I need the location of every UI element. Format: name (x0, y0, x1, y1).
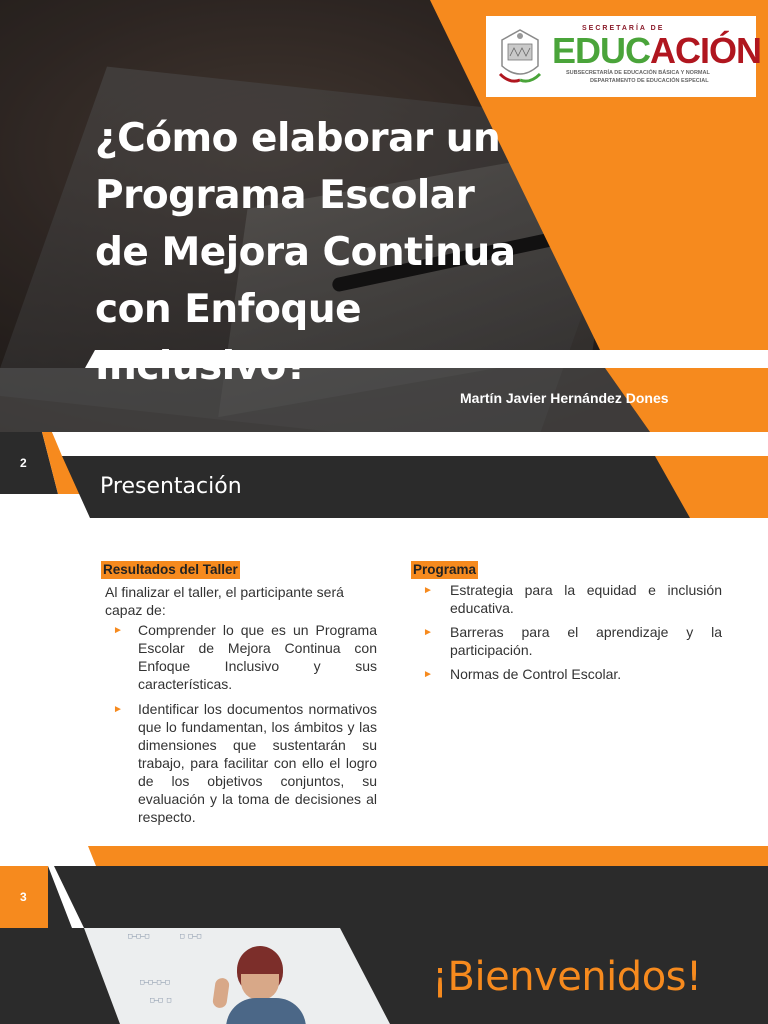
results-column (101, 560, 377, 833)
list-item-text: Identificar los documentos normativos que lo fundamentan, los ámbitos y las dimensiones que sustentarán su trabajo, para facilitar con ello el logro de los objetivos conjuntos, su evaluación y la toma de decisiones al respecto. (138, 701, 377, 825)
logo-top-text: SECRETARÍA DE (582, 25, 665, 32)
slide-number: 3 (20, 890, 27, 904)
whiteboard-scribble: □—□—□—□ (140, 978, 170, 986)
logo-main-part1: EDUC (552, 30, 651, 71)
whiteboard-scribble: □ □—□ (180, 932, 202, 940)
program-list (411, 581, 722, 683)
list-item (101, 621, 377, 693)
logo-main-part2: ACIÓN (650, 30, 762, 71)
list-item (411, 623, 722, 659)
list-item (101, 700, 377, 826)
title-slide (0, 0, 768, 432)
section-title: Presentación (100, 474, 242, 499)
whiteboard-photo (0, 866, 768, 1024)
state-seal-icon (498, 26, 542, 86)
list-item-text: Comprender lo que es un Programa Escolar de Mejora Continua con Enfoque Inclusivo y sus características. (138, 622, 377, 692)
presentation-slide (0, 432, 768, 866)
results-intro: Al finalizar el taller, el participante será capaz de: (105, 584, 344, 618)
list-item-text: Normas de Control Escolar. (450, 666, 622, 682)
arrow-right-icon: ► (423, 669, 433, 680)
author-name: Martín Javier Hernández Dones (460, 390, 669, 406)
list-item-text: Estrategia para la equidad e inclusión educativa. (450, 582, 722, 616)
list-item-text: Barreras para el aprendizaje y la participación. (450, 624, 722, 658)
welcome-slide (0, 866, 768, 1024)
logo-subtitle-1: SUBSECRETARÍA DE EDUCACIÓN BÁSICA Y NORMAL (566, 70, 710, 76)
welcome-title: ¡Bienvenidos! (432, 954, 702, 1000)
whiteboard-scribble: □—□—□ (128, 932, 150, 940)
education-logo (486, 16, 762, 97)
results-list (101, 621, 377, 826)
list-item (411, 665, 722, 683)
logo-subtitle-2: DEPARTAMENTO DE EDUCACIÓN ESPECIAL (590, 78, 709, 84)
list-item (411, 581, 722, 617)
whiteboard-scribble: □—□ □ (150, 996, 172, 1004)
results-heading: Resultados del Taller (103, 562, 238, 577)
program-heading: Programa (413, 562, 477, 577)
arrow-right-icon: ► (423, 627, 433, 638)
slide-title: ¿Cómo elaborar un Programa Escolar de Mejora Continua con Enfoque Inclusivo? (95, 116, 516, 389)
arrow-right-icon: ► (423, 585, 433, 596)
logo-main-text (552, 30, 761, 72)
slide-number: 2 (20, 456, 27, 470)
arrow-right-icon: ► (113, 625, 123, 636)
arrow-right-icon: ► (113, 704, 123, 715)
program-column (411, 560, 722, 689)
